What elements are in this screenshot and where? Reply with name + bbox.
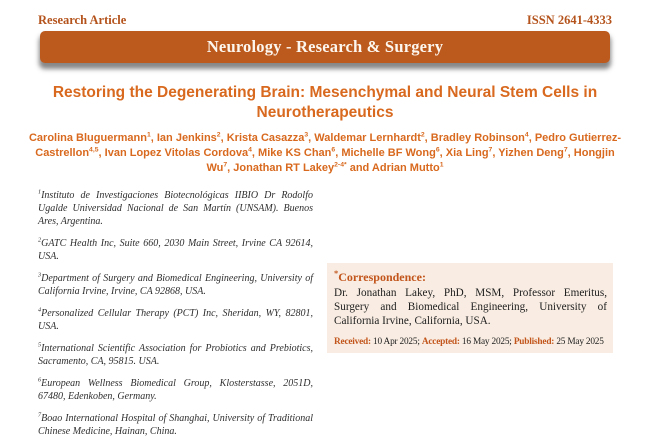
author-name: Jonathan RT Lakey$^{2-4*}$: [233, 161, 347, 174]
correspondence-asterisk: *: [334, 269, 339, 278]
received-date: 10 Apr 2025;: [373, 337, 420, 347]
affiliation-item: $^2$GATC Health Inc, Suite 660, 2030 Main Street, Irvine CA 92614, USA.: [38, 236, 313, 262]
article-title: Restoring the Degenerating Brain: Mesenchymal and Neural Stem Cells in Neurotherapeutics: [52, 84, 598, 121]
author-name: Bradley Robinson$^4$: [430, 131, 529, 144]
issn-label: ISSN 2641-4333: [526, 13, 612, 27]
correspondence-box: [327, 263, 613, 353]
correspondence-text: Dr. Jonathan Lakey, PhD, MSM, Professor Emeritus, Surgery and Biomedical Engineering, University of California Irvine, California, USA.: [334, 287, 607, 327]
author-list: Carolina Bluguermann$^1$, Ian Jenkins$^2$, Krista Casazza$^3$, Waldemar Lernhardt$^2$, Bradley Robinson$^4$, Pedro Gutierrez-Castrellon$^{4,5}$, Ivan Lopez Vitolas Cordova$^4$, Mike KS Chan$^6$, Michelle BF Wong$^6$, Xia Ling$^7$, Yizhen Deng$^7$, Hongjin Wu$^7$, Jonathan RT Lakey$^{2-4*}$ and Adrian Mutto$^1$: [28, 131, 622, 174]
author-name: Hongjin Wu$^7$: [206, 147, 615, 174]
author-name: Carolina Bluguermann$^1$: [28, 131, 151, 144]
affiliation-list: [38, 189, 313, 442]
correspondence-heading: [334, 270, 607, 285]
author-name: Xia Ling$^7$: [445, 146, 493, 159]
affiliation-item: $^4$Personalized Cellular Therapy (PCT) Inc, Sheridan, WY, 82801, USA.: [38, 306, 313, 332]
author-name: Ian Jenkins$^2$: [156, 131, 221, 144]
author-name: Adrian Mutto$^1$: [371, 161, 444, 174]
affiliation-item: $^1$Instituto de Investigaciones Biotecnológicas IIBIO Dr Rodolfo Ugalde Universidad Nacional de San Martín (UNSAM). Buenos Ares, Argentina.: [38, 188, 313, 227]
accepted-label: Accepted:: [421, 337, 460, 347]
page-header: [38, 13, 612, 28]
received-label: Received:: [334, 337, 371, 347]
author-name: Ivan Lopez Vitolas Cordova$^4$: [104, 146, 252, 159]
author-name: Michelle BF Wong$^6$: [341, 146, 440, 159]
accepted-date: 16 May 2025;: [461, 337, 512, 347]
affiliation-item: $^6$European Wellness Biomedical Group, Klosterstasse, 2051D, 67480, Edenkoben, Germany.: [38, 376, 313, 402]
author-name: Mike KS Chan$^6$: [258, 146, 336, 159]
affiliation-item: $^5$International Scientific Association for Probiotics and Prebiotics, Sacramento, CA, 95815. USA.: [38, 341, 313, 367]
affiliation-item: $^3$Department of Surgery and Biomedical Engineering, University of California Irvine, Irvine, CA 92868, USA.: [38, 271, 313, 297]
published-label: Published:: [513, 337, 555, 347]
journal-banner: [40, 31, 610, 63]
article-type-label: Research Article: [38, 13, 127, 27]
author-name: Krista Casazza$^3$: [226, 131, 309, 144]
author-name: Waldemar Lernhardt$^2$: [314, 131, 425, 144]
affiliation-item: $^7$Boao International Hospital of Shanghai, University of Traditional Chinese Medicine, Hainan, China.: [38, 411, 313, 437]
article-dates: [334, 337, 607, 347]
author-name: Yizhen Deng$^7$: [498, 146, 568, 159]
author-name: Pedro Gutierrez-Castrellon$^{4,5}$: [35, 132, 622, 159]
correspondence-label: Correspondence:: [338, 270, 426, 284]
journal-name: Neurology - Research & Surgery: [206, 37, 444, 56]
published-date: 25 May 2025: [556, 337, 604, 347]
